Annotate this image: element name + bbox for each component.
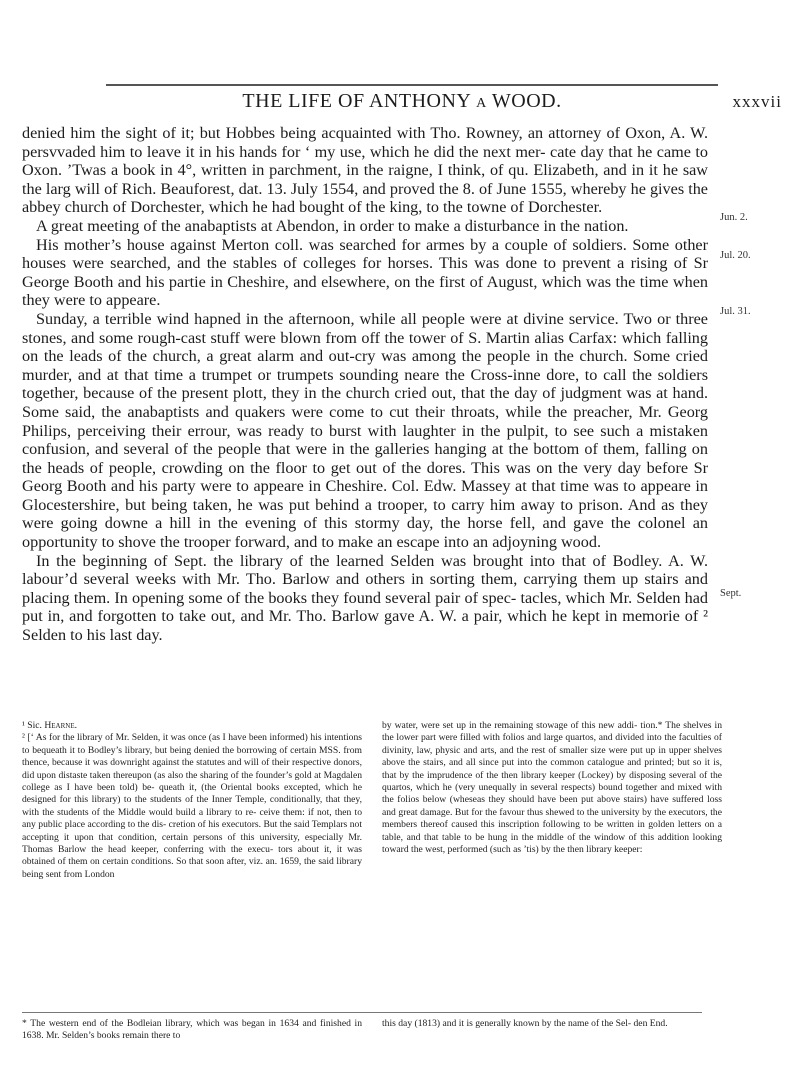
main-text — [22, 124, 708, 645]
paragraph-1: denied him the sight of it; but Hobbes being acquainted with Tho. Rowney, an attorney of Oxon, A. W. persvvaded him to leave it in his hands for ‘ my use, which he did the next mer- cate day that he came to Oxon. ’Twas a book in 4°, written in parchment, in the raigne, I think, of qu. Elizabeth, and in it he saw the larg will of Rich. Beauforest, dat. 13. July 1554, and proved the 8. of June 1555, whereby he gives the abbey church of Dorchester, which he had bought of the king, to the towne of Dorchester. — [22, 124, 708, 217]
page-number: xxxvii — [732, 92, 782, 111]
margin-date-sept: Sept. — [720, 588, 742, 599]
margin-date-jul31: Jul. 31. — [720, 306, 751, 317]
paragraph-3: His mother’s house against Merton coll. was searched for armes by a couple of soldiers. Some other houses were searched, and the stables of colleges for horses. This was done to prevent a rising of Sr George Booth and his partie in Cheshire, and elsewhere, on the first of August, which was the time when they were to appeare. — [22, 235, 708, 310]
paragraph-5: In the beginning of Sept. the library of the learned Selden was brought into that of Bodley. A. W. labour’d several weeks with Mr. Tho. Barlow and others in sorting them, carrying them up stairs and placing them. In opening some of the books they found several pair of spec- tacles, which Mr. Selden had put in, and forgotten to take out, and Mr. Tho. Barlow gave A. W. a pair, which he kept in memorie of ² Selden to his last day. — [22, 551, 708, 645]
margin-date-jun: Jun. 2. — [720, 212, 748, 223]
footnote-right: this day (1813) and it is generally known by the name of the Sel- den End. — [382, 1018, 668, 1029]
note-1-marker: ¹ Sic. — [22, 720, 45, 731]
notes-right-column — [382, 720, 722, 856]
title-main: THE LIFE OF ANTHONY — [242, 90, 477, 112]
title-small-caps: A — [476, 96, 487, 111]
title-end: WOOD. — [486, 90, 562, 112]
note-2-right: by water, were set up in the remaining stowage of this new addi- tion.* The shelves in the lower part were filled with folios and large quartos, and divided into the faculties of divinity, law, physic and arts, and the rest of smaller size were put up in upper shelves above the stairs, and all since put into the common catalogue and printed; but so it is, that by the imprudence of the then library keeper (Lockey) by disposing several of the quartos, which he (very unequally in several respects) bound together and mixed with the folios below (wheseas they should have been put above stairs) have suffered loss and great damage. But for the favour thus shewed to the university by the executors, the members thereof caused this inscription following to be written in golden letters on a table, and that table to be hung in the middle of the window of this addition looking toward the west, performed (such as ’tis) by the then library keeper: — [382, 720, 722, 856]
running-title — [22, 90, 782, 113]
running-header — [22, 90, 782, 114]
note-1-name: Hearne. — [44, 720, 78, 731]
notes-left-column — [22, 720, 362, 881]
paragraph-2: A great meeting of the anabaptists at Abendon, in order to make a disturbance in the nation. — [36, 216, 629, 235]
paragraph-4: Sunday, a terrible wind hapned in the afternoon, while all people were at divine service. Two or three stones, and some rough-cast stuff were blown from off the tower of S. Martin alias Carfax: which falling on the leads of the church, a great alarm and out-cry was among the people in the church. Some cried murder, and at that time a trumpet or trumpets sounding neare the Cross-inne dore, to call the soldiers together, because of the present plott, they in the church cried out, that the day of judgment was at hand. Some said, the anabaptists and quakers were come to cut their throats, while the preacher, Mr. Georg Philips, perceiving their errour, was ready to burst with laughter in the pulpit, to see such a mistaken confusion, and several of the people that were in the galleries hanging at the bottom of them, falling on the heads of people, crowding on the floor to get out of the dores. This was on the very day before Sr Georg Booth and his party were to appeare in Cheshire. Col. Edw. Massey at that time was to appeare in Glocestershire, but being taken, he was put behind a trooper, to carry him away to prison. And as they were going downe a hill in the evening of this stormy day, the horse fell, and gave the colonel an opportunity to shove the trooper forward, and to make an escape into an adjoyning wood. — [22, 309, 708, 552]
note-2-left: ² [‘ As for the library of Mr. Selden, it was once (as I have been informed) his intentions to bequeath it to Bodley’s library, but being denied the borrowing of certain MSS. from thence, because it was downright against the statutes and will of their respective donors, did upon distaste taken thereupon (as also the sharing of the founder’s gold at Magdalen college as I have been told) be- queath it, (the Oriental books excepted, which he designed for this library) to the students of the Inner Temple, conditionally, that they, with the students of the Middle would build a library to re- ceive them: if not, then to any public place according to the dis- cretion of his executors. But the said Templars not accepting it upon that condition, certain persons of this university, especially Mr. Thomas Barlow the head keeper, conferring with the execu- tors about it, it was obtained of them on certain conditions. So that soon after, viz. an. 1659, the said library being sent from London — [22, 732, 362, 880]
footnote-left: * The western end of the Bodleian library, which was began in 1634 and finished in 1638. Mr. Selden’s books remain there to — [22, 1018, 362, 1041]
header-rule — [106, 84, 718, 86]
footnote-rule — [22, 1012, 702, 1013]
note-1 — [22, 720, 362, 732]
margin-date-jul20: Jul. 20. — [720, 250, 751, 261]
